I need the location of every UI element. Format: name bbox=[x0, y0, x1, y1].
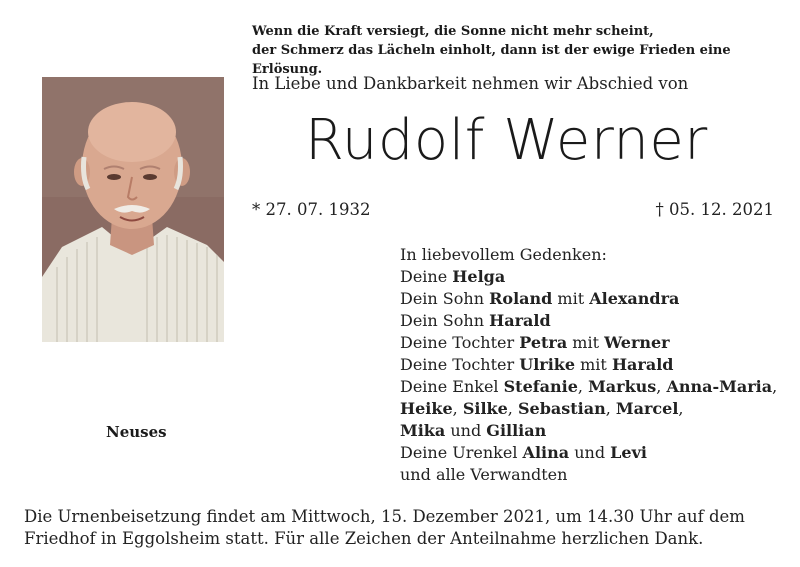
family-line-grandchildren-3: Mika und Gillian bbox=[400, 421, 547, 440]
family-line-grandchildren-1: Deine Enkel Stefanie, Markus, Anna-Maria, bbox=[400, 377, 778, 396]
family-line-spouse: Deine Helga bbox=[400, 267, 506, 286]
place-name: Neuses bbox=[106, 423, 167, 441]
portrait-illustration bbox=[42, 77, 224, 342]
deceased-name: Rudolf Werner bbox=[305, 108, 708, 173]
funeral-notice bbox=[24, 506, 784, 550]
funeral-notice-line-1: Die Urnenbeisetzung findet am Mittwoch, 15. Dezember 2021, um 14.30 Uhr auf dem bbox=[24, 507, 745, 526]
birth-date: * 27. 07. 1932 bbox=[252, 200, 371, 219]
funeral-notice-line-2: Friedhof in Eggolsheim statt. Für alle Zeichen der Anteilnahme herzlichen Dank. bbox=[24, 529, 704, 548]
family-line-daughter-2: Deine Tochter Ulrike mit Harald bbox=[400, 355, 674, 374]
family-line-daughter-1: Deine Tochter Petra mit Werner bbox=[400, 333, 670, 352]
family-line-great-grandchildren: Deine Urenkel Alina und Levi bbox=[400, 443, 647, 462]
family-line-son-1: Dein Sohn Roland mit Alexandra bbox=[400, 289, 680, 308]
family-heading: In liebevollem Gedenken: bbox=[400, 245, 607, 264]
death-date: † 05. 12. 2021 bbox=[655, 200, 774, 219]
family-line-grandchildren-2: Heike, Silke, Sebastian, Marcel, bbox=[400, 399, 684, 418]
family-line-son-2: Dein Sohn Harald bbox=[400, 311, 551, 330]
intro-text: In Liebe und Dankbarkeit nehmen wir Abschied von bbox=[252, 74, 689, 93]
family-line-relatives: und alle Verwandten bbox=[400, 465, 568, 484]
portrait-photo bbox=[42, 77, 224, 342]
poem-line-2: der Schmerz das Lächeln einholt, dann ist der ewige Frieden eine Erlösung. bbox=[252, 43, 731, 77]
poem-line-1: Wenn die Kraft versiegt, die Sonne nicht mehr scheint, bbox=[252, 24, 654, 39]
family-list bbox=[400, 244, 777, 486]
poem bbox=[252, 22, 800, 79]
